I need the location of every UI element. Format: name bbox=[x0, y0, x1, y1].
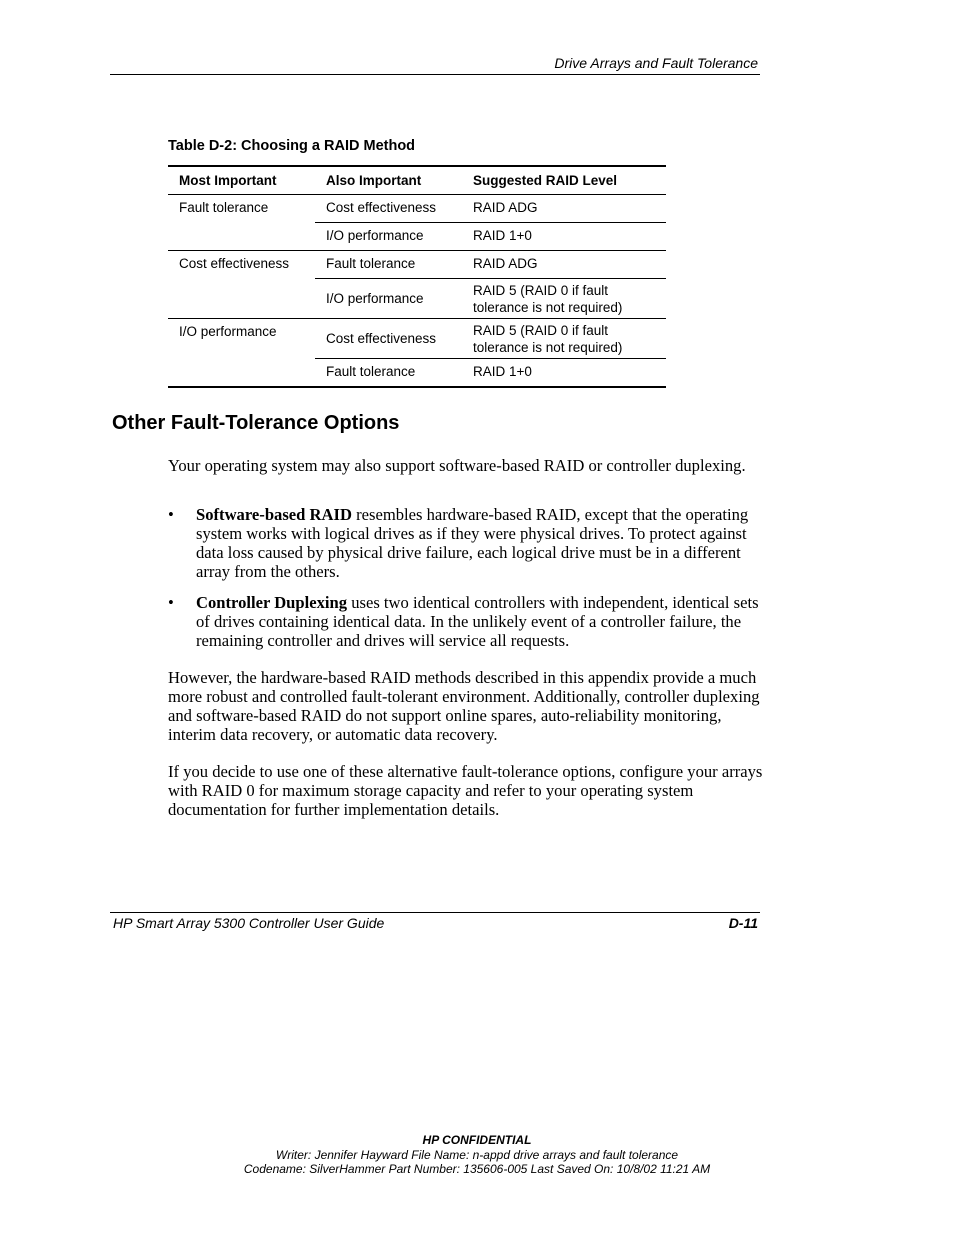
header-rule bbox=[110, 74, 760, 75]
confidential-block bbox=[0, 1133, 954, 1177]
table-cell: I/O performance bbox=[315, 223, 462, 251]
table-caption: Table D-2: Choosing a RAID Method bbox=[168, 138, 416, 154]
table-cell: I/O performance bbox=[315, 279, 462, 319]
bullet-term: Software-based RAID bbox=[196, 505, 352, 524]
table-header-row bbox=[168, 166, 666, 195]
running-header: Drive Arrays and Fault Tolerance bbox=[554, 55, 758, 71]
confidential-line: Writer: Jennifer Hayward File Name: n-appd drive arrays and fault tolerance bbox=[275, 1147, 679, 1162]
table-cell: I/O performance bbox=[168, 319, 315, 388]
table-cell: RAID ADG bbox=[473, 200, 538, 215]
body-paragraph: If you decide to use one of these alternative fault-tolerance options, configure your arrays with RAID 0 for maximum storage capacity and refer to your operating system documentation for further implementation details. bbox=[168, 762, 763, 819]
footer-guide-title: HP Smart Array 5300 Controller User Guide bbox=[113, 915, 385, 931]
table-row bbox=[168, 195, 666, 223]
table-cell: Cost effectiveness bbox=[168, 251, 315, 319]
list-item bbox=[168, 505, 763, 581]
table-cell: RAID 1+0 bbox=[462, 223, 666, 251]
table-cell: Fault tolerance bbox=[179, 200, 269, 215]
section-title: Other Fault-Tolerance Options bbox=[112, 412, 400, 434]
bullet-text: uses two identical controllers with independent, identical sets of drives containing identical data. In the unlikely event of a controller failure, the remaining controller and drives will service all requests. bbox=[196, 593, 759, 650]
table-cell: RAID 5 (RAID 0 if fault tolerance is not required) bbox=[462, 319, 666, 359]
bullet-icon: • bbox=[168, 593, 174, 612]
body-paragraph: However, the hardware-based RAID methods described in this appendix provide a much more robust and controlled fault-tolerant environment. Additionally, controller duplexing and software-based RAID do not support online spares, auto-reliability monitoring, interim data recovery, or automatic data recovery. bbox=[168, 668, 760, 744]
bullet-icon: • bbox=[168, 505, 174, 524]
table-cell: Cost effectiveness bbox=[326, 200, 437, 215]
table-cell: RAID 5 (RAID 0 if fault tolerance is not required) bbox=[462, 279, 666, 319]
confidential-line: Codename: SilverHammer Part Number: 135606-005 Last Saved On: 10/8/02 11:21 AM bbox=[243, 1162, 711, 1176]
column-header: Also Important bbox=[315, 166, 462, 195]
confidential-title: HP CONFIDENTIAL bbox=[422, 1133, 532, 1147]
bullet-text: resembles hardware-based RAID, except that the operating system works with logical drives as if they were physical drives. To protect against data loss caused by physical drive failure, each logical drive must be in a different array from the others. bbox=[196, 505, 749, 581]
table-cell: Cost effectiveness bbox=[315, 319, 462, 359]
column-header: Most Important bbox=[168, 166, 315, 195]
column-header: Suggested RAID Level bbox=[462, 166, 666, 195]
table-cell: Fault tolerance bbox=[315, 359, 462, 388]
bullet-list bbox=[168, 505, 763, 662]
footer-rule bbox=[110, 912, 760, 913]
table-row bbox=[168, 251, 666, 279]
table-row bbox=[168, 319, 666, 359]
table-cell: Fault tolerance bbox=[315, 251, 462, 279]
table-cell: RAID 1+0 bbox=[462, 359, 666, 388]
raid-method-table bbox=[168, 165, 666, 388]
list-item bbox=[168, 593, 763, 650]
page-number: D-11 bbox=[728, 915, 758, 931]
table-cell: RAID ADG bbox=[462, 251, 666, 279]
bullet-term: Controller Duplexing bbox=[196, 593, 348, 612]
intro-paragraph: Your operating system may also support software-based RAID or controller duplexing. bbox=[168, 456, 746, 475]
